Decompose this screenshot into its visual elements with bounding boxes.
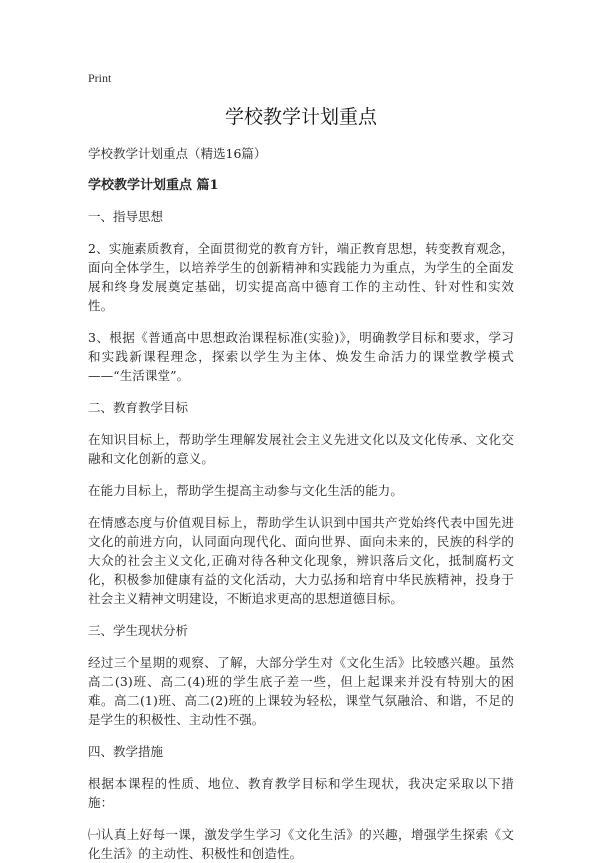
- document-title: 学校教学计划重点: [224, 106, 377, 128]
- section-title: 学校教学计划重点 篇1: [88, 178, 219, 193]
- paragraph: 在情感态度与价值观目标上，帮助学生认识到中国共产党始终代表中国先进文化的前进方向，认同面向现代化、面向世界、面向未来的，民族的科学的大众的社会主义文化,正确对待各种文化现象，辨识落后文化，抵制腐朽文化，积极参加健康有益的文化活动，大力弘扬和培育中华民族精神，投身于社会主义精神文明建设，不断追求更高的思想道德目标。: [88, 515, 514, 606]
- paragraph: 3、根据《普通高中思想政治课程标准(实验)》，明确教学目标和要求，学习和实践新课程理念，探索以学生为主体、焕发生命活力的课堂教学模式——“生活课堂”。: [88, 330, 514, 383]
- print-link[interactable]: Print: [88, 71, 112, 85]
- paragraph: 根据本课程的性质、地位、教育教学目标和学生现状，我决定采取以下措施：: [88, 776, 514, 810]
- section-heading: 四、教学措施: [88, 744, 164, 759]
- paragraph: 2、实施素质教育，全面贯彻党的教育方针，端正教育思想，转变教育观念，面向全体学生，以培养学生的创新精神和实践能力为重点，为学生的全面发展和终身发展奠定基础，切实提高高中德育工作的主动性、针对性和实效性。: [88, 241, 514, 313]
- paragraph: ㈠认真上好每一课，激发学生学习《文化生活》的兴趣，增强学生探索《文化生活》的主动性、积极性和创造性。: [88, 827, 514, 861]
- paragraph: 在知识目标上，帮助学生理解发展社会主义先进文化以及文化传承、文化交融和文化创新的意义。: [88, 432, 514, 466]
- section-heading: 三、学生现状分析: [88, 623, 189, 638]
- section-heading: 一、指导思想: [88, 209, 164, 224]
- paragraph: 在能力目标上，帮助学生提高主动参与文化生活的能力。: [88, 483, 404, 498]
- document-body: [88, 207, 514, 863]
- paragraph: 经过三个星期的观察、了解，大部分学生对《文化生活》比较感兴趣。虽然高二(3)班、高二(4)班的学生底子差一些，但上起课来并没有特别大的困难。高二(1)班、高二(2)班的上课较为轻松，课堂气氛融洽、和谐，不足的是学生的积极性、主动性不强。: [88, 655, 514, 727]
- document-subtitle: 学校教学计划重点（精选16篇）: [88, 146, 267, 161]
- section-heading: 二、教育教学目标: [88, 400, 189, 415]
